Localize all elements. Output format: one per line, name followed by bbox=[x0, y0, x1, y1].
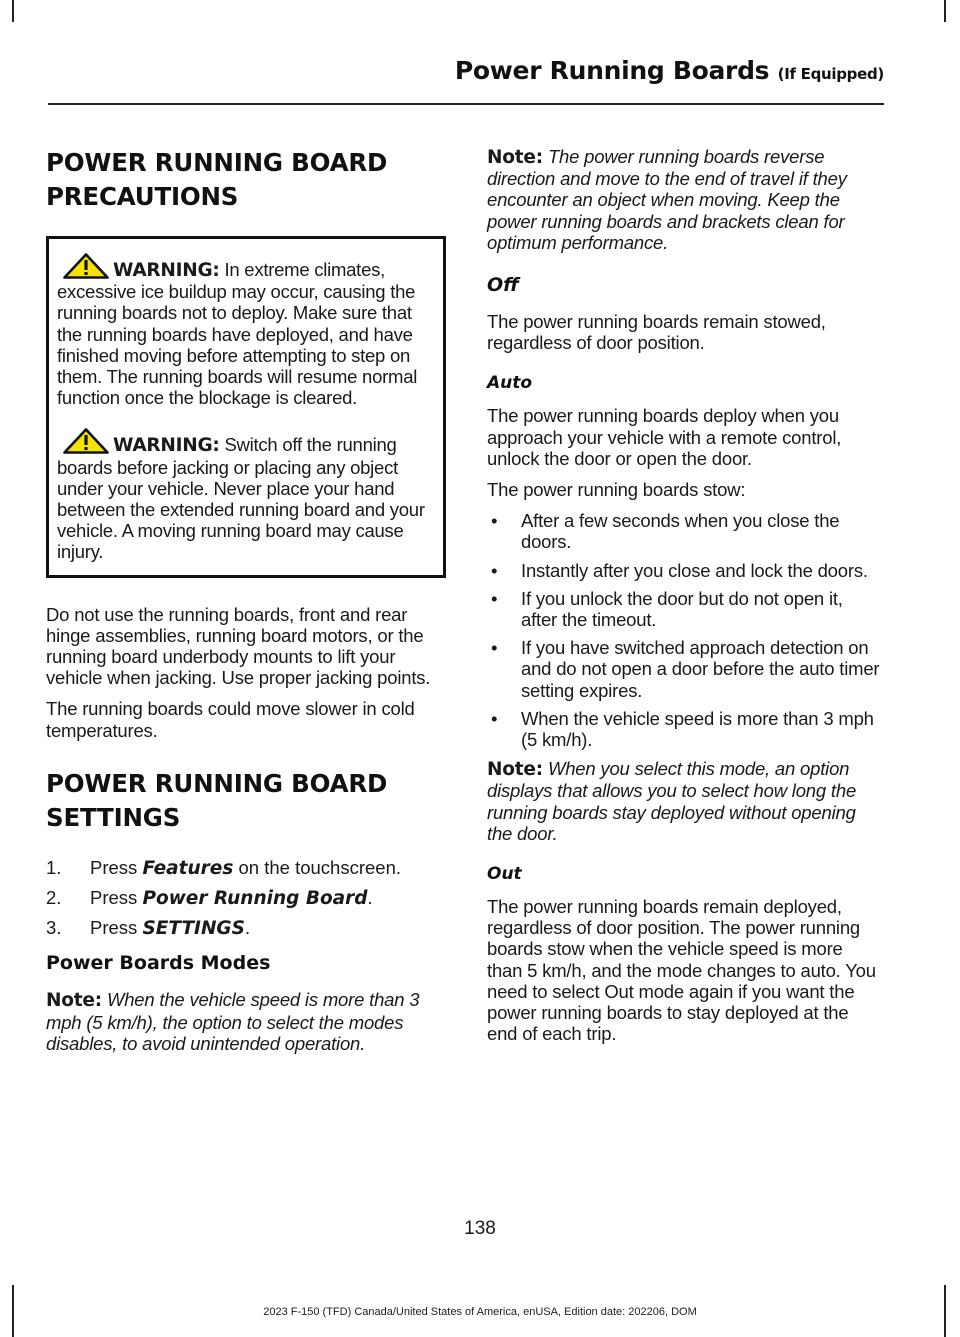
modes-note bbox=[46, 989, 442, 1054]
precautions-heading-line2: PRECAUTIONS bbox=[46, 182, 239, 211]
bullet-marker: • bbox=[491, 510, 498, 532]
list-item bbox=[487, 510, 882, 552]
cold-temperature-paragraph: The running boards could move slower in cold temperatures. bbox=[46, 698, 415, 741]
warning-text: Switch off the running boards before jacking or placing any object under your vehicle. Never place your hand between the extended running board and your vehicle. A moving running board may cause injury. bbox=[57, 434, 425, 563]
settings-heading bbox=[46, 767, 442, 835]
reverse-direction-note bbox=[487, 146, 882, 253]
step-text: Press bbox=[90, 917, 143, 939]
list-item-text: Instantly after you close and lock the doors. bbox=[521, 559, 868, 581]
step-number: 3. bbox=[46, 917, 62, 939]
jacking-paragraph: Do not use the running boards, front and rear hinge assemblies, running board motors, or the running board underbody mounts to lift your vehicle when jacking. Use proper jacking points. bbox=[46, 603, 431, 689]
bullet-marker: • bbox=[491, 559, 498, 581]
note-text: When you select this mode, an option displays that allows you to select how long the running boards stay deployed without opening the door. bbox=[487, 758, 857, 844]
warning-label: WARNING: bbox=[113, 435, 220, 457]
step-item bbox=[46, 917, 442, 939]
list-item bbox=[487, 708, 882, 750]
crop-mark-top-right bbox=[944, 0, 946, 22]
step-text-end: . bbox=[367, 887, 373, 909]
list-item bbox=[487, 560, 882, 581]
stow-intro: The power running boards stow: bbox=[487, 479, 746, 501]
list-item-text: If you have switched approach detection on and do not open a door before the auto timer setting expires. bbox=[521, 637, 880, 701]
warning-triangle-icon bbox=[63, 428, 109, 454]
page-number: 138 bbox=[464, 1218, 496, 1239]
precautions-heading bbox=[46, 146, 442, 214]
note-label: Note: bbox=[46, 990, 102, 1012]
settings-steps bbox=[46, 857, 442, 940]
stow-list bbox=[487, 510, 882, 750]
warning-ice-buildup bbox=[57, 253, 435, 408]
auto-text: The power running boards deploy when you approach your vehicle with a remote control, unlock the door or open the door. bbox=[487, 405, 842, 469]
crop-mark-top-left bbox=[12, 0, 14, 22]
header-title-text: Power Running Boards bbox=[454, 56, 770, 85]
precautions-heading-line1: POWER RUNNING BOARD bbox=[46, 148, 388, 177]
warning-jacking bbox=[57, 428, 435, 562]
list-item-text: After a few seconds when you close the doors. bbox=[521, 510, 840, 553]
step-text-end: on the touchscreen. bbox=[233, 856, 402, 878]
list-item-text: If you unlock the door but do not open it, after the timeout. bbox=[521, 587, 843, 631]
page-footer: 2023 F-150 (TFD) Canada/United States of America, enUSA, Edition date: 202206, DOM bbox=[263, 1306, 697, 1318]
list-item-text: When the vehicle speed is more than 3 mph (5 km/h). bbox=[521, 707, 874, 751]
bullet-marker: • bbox=[491, 637, 498, 659]
settings-heading-line1: POWER RUNNING BOARD bbox=[46, 768, 388, 798]
bullet-marker: • bbox=[491, 587, 498, 609]
warning-text: In extreme climates, excessive ice buildup may occur, causing the running boards not to deploy. Make sure that the running boards have deployed, and have finished moving before attempting to step on them. The running boards will resume normal function once the blockage is cleared. bbox=[57, 259, 418, 409]
page-header-title bbox=[455, 56, 884, 85]
list-item bbox=[487, 637, 882, 701]
bullet-marker: • bbox=[491, 707, 498, 729]
step-emphasis: SETTINGS bbox=[142, 918, 245, 940]
right-column bbox=[487, 146, 882, 1055]
header-subtitle: (If Equipped) bbox=[777, 65, 884, 83]
step-number: 2. bbox=[46, 887, 62, 909]
warning-triangle-icon bbox=[63, 253, 109, 279]
warning-label: WARNING: bbox=[113, 260, 220, 281]
off-heading: Off bbox=[487, 274, 519, 297]
step-item bbox=[46, 857, 442, 879]
out-heading: Out bbox=[487, 864, 522, 885]
modes-heading: Power Boards Modes bbox=[46, 952, 271, 975]
header-rule bbox=[48, 103, 884, 105]
warning-box bbox=[46, 236, 446, 578]
step-text: Press bbox=[90, 856, 143, 878]
note-text: The power running boards reverse direction and move to the end of travel if they encounter an object when moving. Keep the power running boards and brackets clean for optimum performance. bbox=[487, 146, 847, 253]
auto-heading: Auto bbox=[487, 373, 533, 394]
off-text: The power running boards remain stowed, regardless of door position. bbox=[487, 311, 826, 354]
step-number: 1. bbox=[46, 856, 62, 878]
step-emphasis: Features bbox=[142, 857, 234, 879]
left-column bbox=[46, 146, 442, 1064]
note-label: Note: bbox=[487, 759, 543, 781]
note-text: When the vehicle speed is more than 3 mph (5 km/h), the option to select the modes disables, to avoid unintended operation. bbox=[46, 989, 420, 1054]
step-emphasis: Power Running Board bbox=[142, 888, 368, 910]
step-text-end: . bbox=[244, 917, 251, 939]
step-item bbox=[46, 887, 442, 909]
note-label: Note: bbox=[487, 147, 543, 168]
auto-mode-note bbox=[487, 758, 882, 844]
step-text: Press bbox=[90, 887, 143, 909]
out-text: The power running boards remain deployed, regardless of door position. The power running boards stow when the vehicle speed is more than 5 km/h, and the mode changes to auto. You need to select Out mode again if you want the power running boards to stay deployed at the end of each trip. bbox=[487, 896, 876, 1045]
list-item bbox=[487, 588, 882, 630]
settings-heading-line2: SETTINGS bbox=[46, 802, 181, 832]
